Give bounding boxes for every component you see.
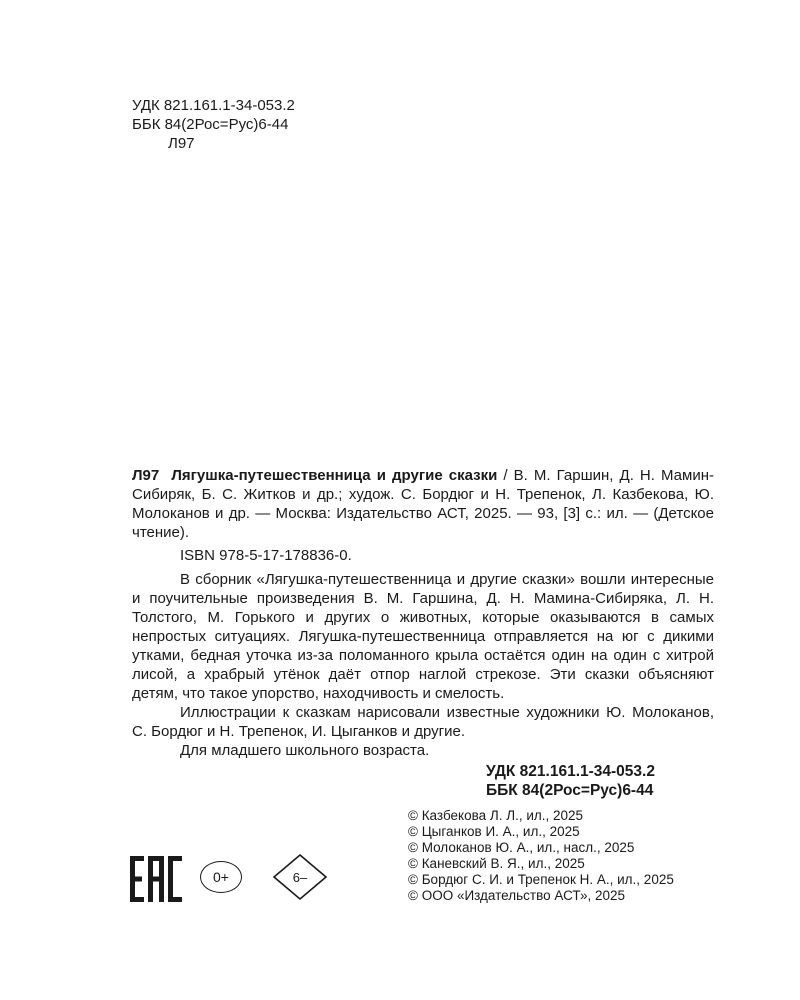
eac-mark-icon xyxy=(130,856,182,902)
copyright-line: © Бордюг С. И. и Трепенок Н. А., ил., 2025 xyxy=(408,872,674,887)
record-header xyxy=(132,466,714,542)
classification-top xyxy=(132,96,295,153)
author-mark-top: Л97 xyxy=(168,135,195,152)
record-code: Л97 xyxy=(132,467,160,484)
copyright-line: © Казбекова Л. Л., ил., 2025 xyxy=(408,808,584,823)
udk-code-bottom: УДК 821.161.1-34-053.2 xyxy=(486,763,655,780)
record-title: Лягушка-путешественница и другие сказки xyxy=(171,467,498,484)
age-rating-badge: 0+ xyxy=(200,861,242,893)
udk-code-top: УДК 821.161.1-34-053.2 xyxy=(132,97,295,114)
record-body: Д. Н. Мамин-Сибиряк, Б. С. Житков и др.; худож. С. Бордюг и Н. Трепенок, Л. Казбекова, Ю. Молоканов и др. — Москва: Издательство АСТ, 2025. — 93, [3] с.: ил. — (Детское чтение). xyxy=(132,467,714,541)
copyright-line: © Молоканов Ю. А., ил., насл., 2025 xyxy=(408,840,635,855)
age-recommendation-label: 6– xyxy=(292,869,308,885)
record-illustrators: Иллюстрации к сказкам нарисовали известные художники Ю. Молоканов, С. Бордюг и Н. Трепенок, И. Цыганков и другие. xyxy=(132,704,714,740)
copyright-list xyxy=(408,808,674,904)
bbk-code-bottom: ББК 84(2Рос=Рус)6-44 xyxy=(486,782,654,799)
copyright-line: © Цыганков И. А., ил., 2025 xyxy=(408,824,580,839)
record-authors: / В. М. Гаршин, xyxy=(497,467,614,484)
record-isbn: ISBN 978-5-17-178836-0. xyxy=(180,547,352,564)
bibliographic-record xyxy=(132,466,714,760)
copyright-line: © Каневский В. Я., ил., 2025 xyxy=(408,856,585,871)
classification-bottom xyxy=(486,762,655,800)
age-recommendation-badge xyxy=(272,853,328,901)
copyright-line: © ООО «Издательство АСТ», 2025 xyxy=(408,888,626,903)
record-audience: Для младшего школьного возраста. xyxy=(180,742,430,759)
record-annotation: В сборник «Лягушка-путешественница и другие сказки» вошли интересные и поучительные произведения В. М. Гаршина, Д. Н. Мамина-Сибиряка, Л. Н. Толстого, М. Горького и других о животных, которые оказываются в самых непростых ситуациях. Лягушка-путешественница отправляется на юг с дикими утками, бедная уточка из-за поломанного крыла остаётся один на один с хитрой лисой, а храбрый утёнок даёт отпор наглой стрекозе. Эти сказки объясняют детям, что такое упорство, находчивость и смелость. xyxy=(132,571,714,702)
bbk-code-top: ББК 84(2Рос=Рус)6-44 xyxy=(132,116,289,133)
